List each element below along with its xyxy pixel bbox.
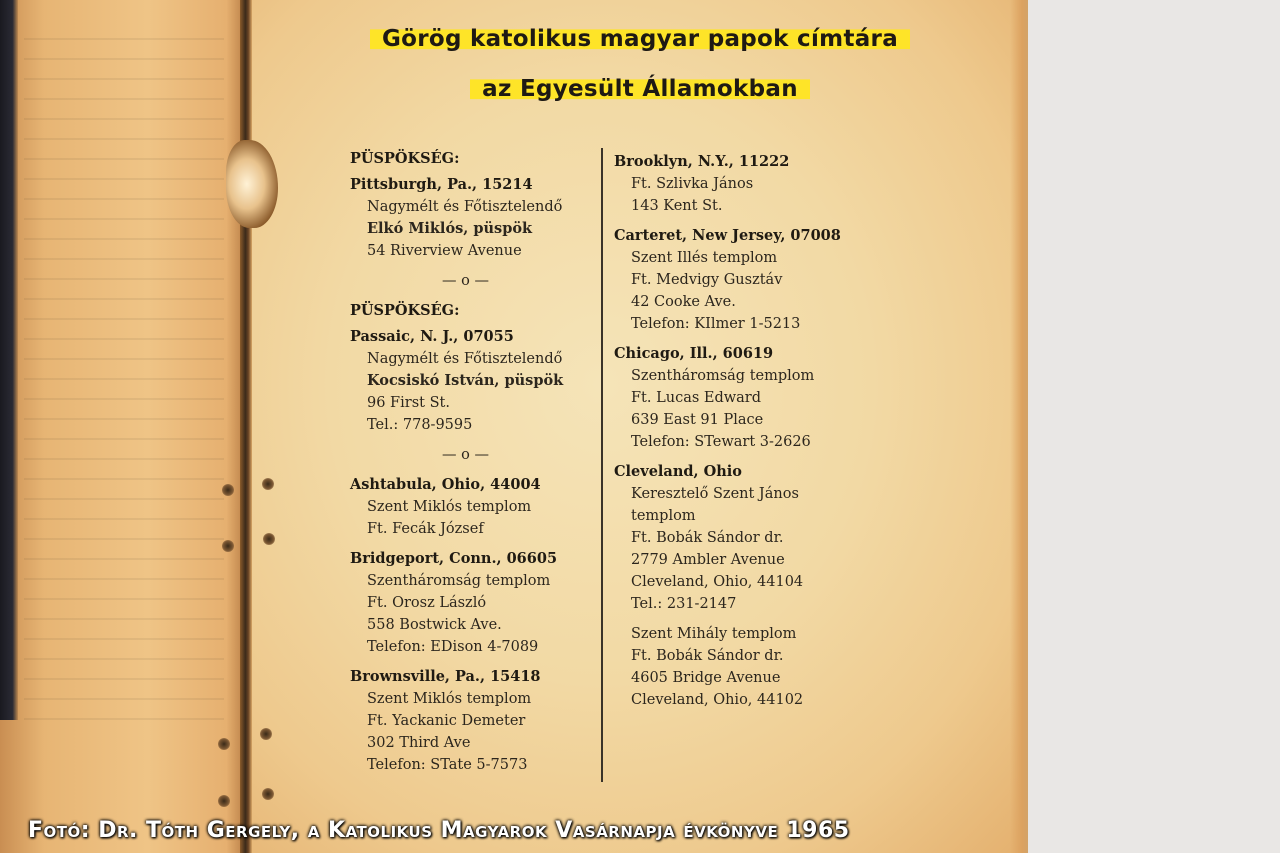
directory-entry bbox=[614, 343, 841, 453]
entry-line: Cleveland, Ohio, 44102 bbox=[631, 692, 804, 708]
entry-heading: Brownsville, Pa., 15418 bbox=[350, 668, 541, 685]
entry-line: 639 East 91 Place bbox=[631, 412, 764, 428]
entry-heading: Chicago, Ill., 60619 bbox=[614, 345, 774, 362]
entry-line: Szentháromság templom bbox=[367, 573, 551, 589]
entry-heading: PÜSPÖKSÉG: bbox=[350, 302, 460, 319]
entry-heading: Ashtabula, Ohio, 44004 bbox=[350, 476, 541, 493]
right-page-edge bbox=[1010, 0, 1030, 853]
photo-credit-caption: Fotó: Dr. Tóth Gergely, a Katolikus Magyarok Vasárnapja évkönyve 1965 bbox=[28, 818, 850, 843]
book-gutter bbox=[240, 0, 252, 853]
entry-line: Ft. Yackanic Demeter bbox=[367, 713, 526, 729]
binding-hole bbox=[262, 478, 274, 490]
entry-heading: Carteret, New Jersey, 07008 bbox=[614, 227, 841, 244]
directory-entry bbox=[350, 174, 563, 262]
directory-entry bbox=[350, 666, 563, 776]
entry-line: 42 Cooke Ave. bbox=[631, 294, 736, 310]
entry-line: Szent Mihály templom bbox=[631, 626, 797, 642]
directory-entry bbox=[614, 461, 841, 615]
entry-line: 2779 Ambler Avenue bbox=[631, 552, 785, 568]
entry-line: 96 First St. bbox=[367, 395, 450, 411]
entry-line: Cleveland, Ohio, 44104 bbox=[631, 574, 804, 590]
entry-heading: Bridgeport, Conn., 06605 bbox=[350, 550, 558, 567]
entry-line: Telefon: EDison 4-7089 bbox=[367, 639, 539, 655]
left-page-faint-text bbox=[24, 20, 224, 720]
entry-line: Elkó Miklós, püspök bbox=[367, 220, 533, 237]
entry-line: Telefon: KIlmer 1-5213 bbox=[631, 316, 801, 332]
entry-line: Szent Miklós templom bbox=[367, 691, 532, 707]
directory-entry bbox=[350, 300, 563, 322]
entry-line: 54 Riverview Avenue bbox=[367, 243, 522, 259]
entry-line: Ft. Szlivka János bbox=[631, 176, 754, 192]
directory-entry bbox=[350, 148, 563, 170]
entry-line: Ft. Medvigy Gusztáv bbox=[631, 272, 783, 288]
entry-line: Telefon: STate 5-7573 bbox=[367, 757, 528, 773]
directory-entry bbox=[350, 548, 563, 658]
binding-hole bbox=[263, 533, 275, 545]
directory-entry bbox=[614, 151, 841, 217]
entry-heading: Pittsburgh, Pa., 15214 bbox=[350, 176, 533, 193]
binding-hole bbox=[262, 788, 274, 800]
directory-right-column bbox=[614, 151, 841, 719]
binding-hole bbox=[260, 728, 272, 740]
entry-heading: PÜSPÖKSÉG: bbox=[350, 150, 460, 167]
entry-line: Ft. Fecák József bbox=[367, 521, 484, 537]
left-cover-edge bbox=[0, 0, 18, 720]
entry-line: Tel.: 231-2147 bbox=[631, 596, 737, 612]
entry-line: Nagymélt és Főtisztelendő bbox=[367, 199, 563, 215]
entry-separator: — o — bbox=[442, 273, 489, 289]
entry-line: Ft. Lucas Edward bbox=[631, 390, 762, 406]
entry-heading: Cleveland, Ohio bbox=[614, 463, 742, 480]
entry-line: Szentháromság templom bbox=[631, 368, 815, 384]
page-title-line-2: az Egyesült Államokban bbox=[0, 76, 1280, 102]
entry-line: 143 Kent St. bbox=[631, 198, 723, 214]
entry-line: Keresztelő Szent János bbox=[631, 486, 799, 502]
binding-hole bbox=[222, 540, 234, 552]
entry-line: Ft. Bobák Sándor dr. bbox=[631, 530, 784, 546]
directory-entry bbox=[350, 326, 563, 436]
entry-line: templom bbox=[631, 508, 696, 524]
entry-line: Tel.: 778-9595 bbox=[367, 417, 473, 433]
binding-hole bbox=[218, 795, 230, 807]
directory-entry bbox=[614, 225, 841, 335]
entry-line: Nagymélt és Főtisztelendő bbox=[367, 351, 563, 367]
entry-line: 302 Third Ave bbox=[367, 735, 471, 751]
binding-hole bbox=[218, 738, 230, 750]
background-surface bbox=[1028, 0, 1280, 853]
entry-heading: Brooklyn, N.Y., 11222 bbox=[614, 153, 790, 170]
entry-line: 4605 Bridge Avenue bbox=[631, 670, 781, 686]
binding-hole bbox=[222, 484, 234, 496]
entry-separator: — o — bbox=[442, 447, 489, 463]
directory-left-column bbox=[350, 148, 563, 784]
entry-line: Kocsiskó István, püspök bbox=[367, 372, 564, 389]
column-divider bbox=[601, 148, 603, 782]
directory-entry bbox=[614, 623, 841, 711]
entry-line: Telefon: STewart 3-2626 bbox=[631, 434, 811, 450]
entry-line: Szent Illés templom bbox=[631, 250, 778, 266]
entry-line: Szent Miklós templom bbox=[367, 499, 532, 515]
entry-heading: Passaic, N. J., 07055 bbox=[350, 328, 514, 345]
page-title-line-1: Görög katolikus magyar papok címtára bbox=[0, 26, 1280, 52]
directory-entry bbox=[350, 474, 563, 540]
entry-line: Ft. Orosz László bbox=[367, 595, 487, 611]
left-page bbox=[0, 0, 246, 853]
entry-line: 558 Bostwick Ave. bbox=[367, 617, 502, 633]
entry-line: Ft. Bobák Sándor dr. bbox=[631, 648, 784, 664]
